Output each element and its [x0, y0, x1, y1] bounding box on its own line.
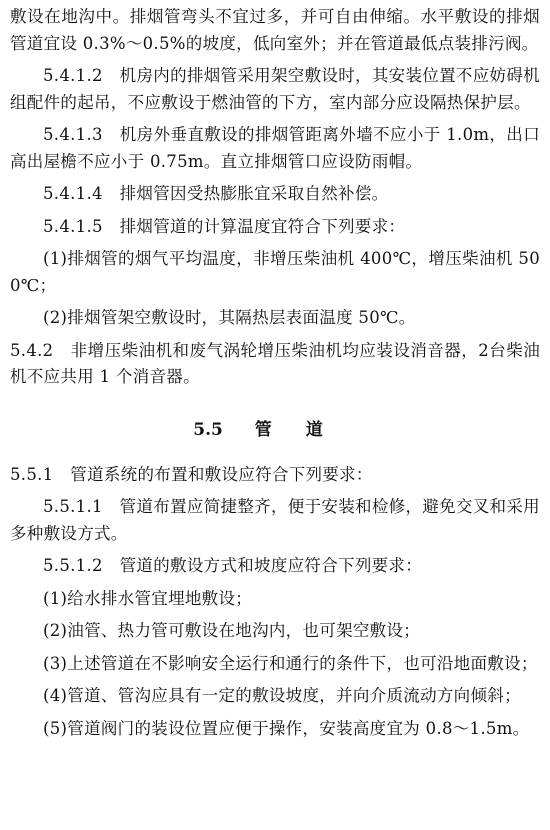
list-item-water-pipe: (1)给水排水管宜埋地敷设；: [43, 588, 253, 608]
paragraph-continuation: 敷设在地沟中。排烟管弯头不宜过多，并可自由伸缩。水平敷设的排烟管道宜设 0.3%～0.5%的坡度，低向室外；并在管道最低点装排污阀。: [10, 7, 540, 53]
clause-5-4-1-3: 5.4.1.3 机房外垂直敷设的排烟管距离外墙不应小于 1.0m，出口高出屋檐不应小于 0.75m。直立排烟管口应设防雨帽。: [10, 125, 540, 171]
clause-5-4-1-2: 5.4.1.2 机房内的排烟管采用架空敷设时，其安装位置不应妨碍机组配件的起吊，不应敷设于燃油管的下方，室内部分应设隔热保护层。: [10, 66, 540, 112]
list-item-insulation-temp: (2)排烟管架空敷设时，其隔热层表面温度 50℃。: [43, 308, 416, 327]
clause-5-5-1: 5.5.1 管道系统的布置和敷设应符合下列要求：: [10, 464, 373, 484]
section-number: 5.5: [193, 419, 223, 440]
clause-5-4-2: 5.4.2 非增压柴油机和废气涡轮增压柴油机均应装设消音器，2台柴油机不应共用 1 个消音器。: [10, 340, 540, 386]
list-item-valve-height: (5)管道阀门的装设位置应便于操作，安装高度宜为 0.8～1.5m。: [43, 718, 530, 738]
list-item-ground-laying: (3)上述管道在不影响安全运行和通行的条件下，也可沿地面敷设；: [43, 653, 538, 673]
clause-5-5-1-2: 5.5.1.2 管道的敷设方式和坡度应符合下列要求：: [43, 556, 423, 575]
list-item-slope: (4)管道、管沟应具有一定的敷设坡度，并向介质流动方向倾斜；: [43, 686, 521, 705]
clause-5-5-1-1: 5.5.1.1 管道布置应简捷整齐，便于安装和检修，避免交叉和采用多种敷设方式。: [10, 497, 540, 543]
section-title: 管道: [254, 419, 357, 440]
clause-5-4-1-4: 5.4.1.4 排烟管因受热膨胀宜采取自然补偿。: [43, 184, 389, 203]
list-item-exhaust-temp: (1)排烟管的烟气平均温度，非增压柴油机 400℃，增压柴油机 500℃；: [10, 249, 540, 295]
list-item-oil-heat-pipe: (2)油管、热力管可敷设在地沟内，也可架空敷设；: [43, 621, 421, 640]
clause-5-4-1-5: 5.4.1.5 排烟管道的计算温度宜符合下列要求：: [43, 216, 406, 236]
section-heading: [10, 415, 540, 440]
